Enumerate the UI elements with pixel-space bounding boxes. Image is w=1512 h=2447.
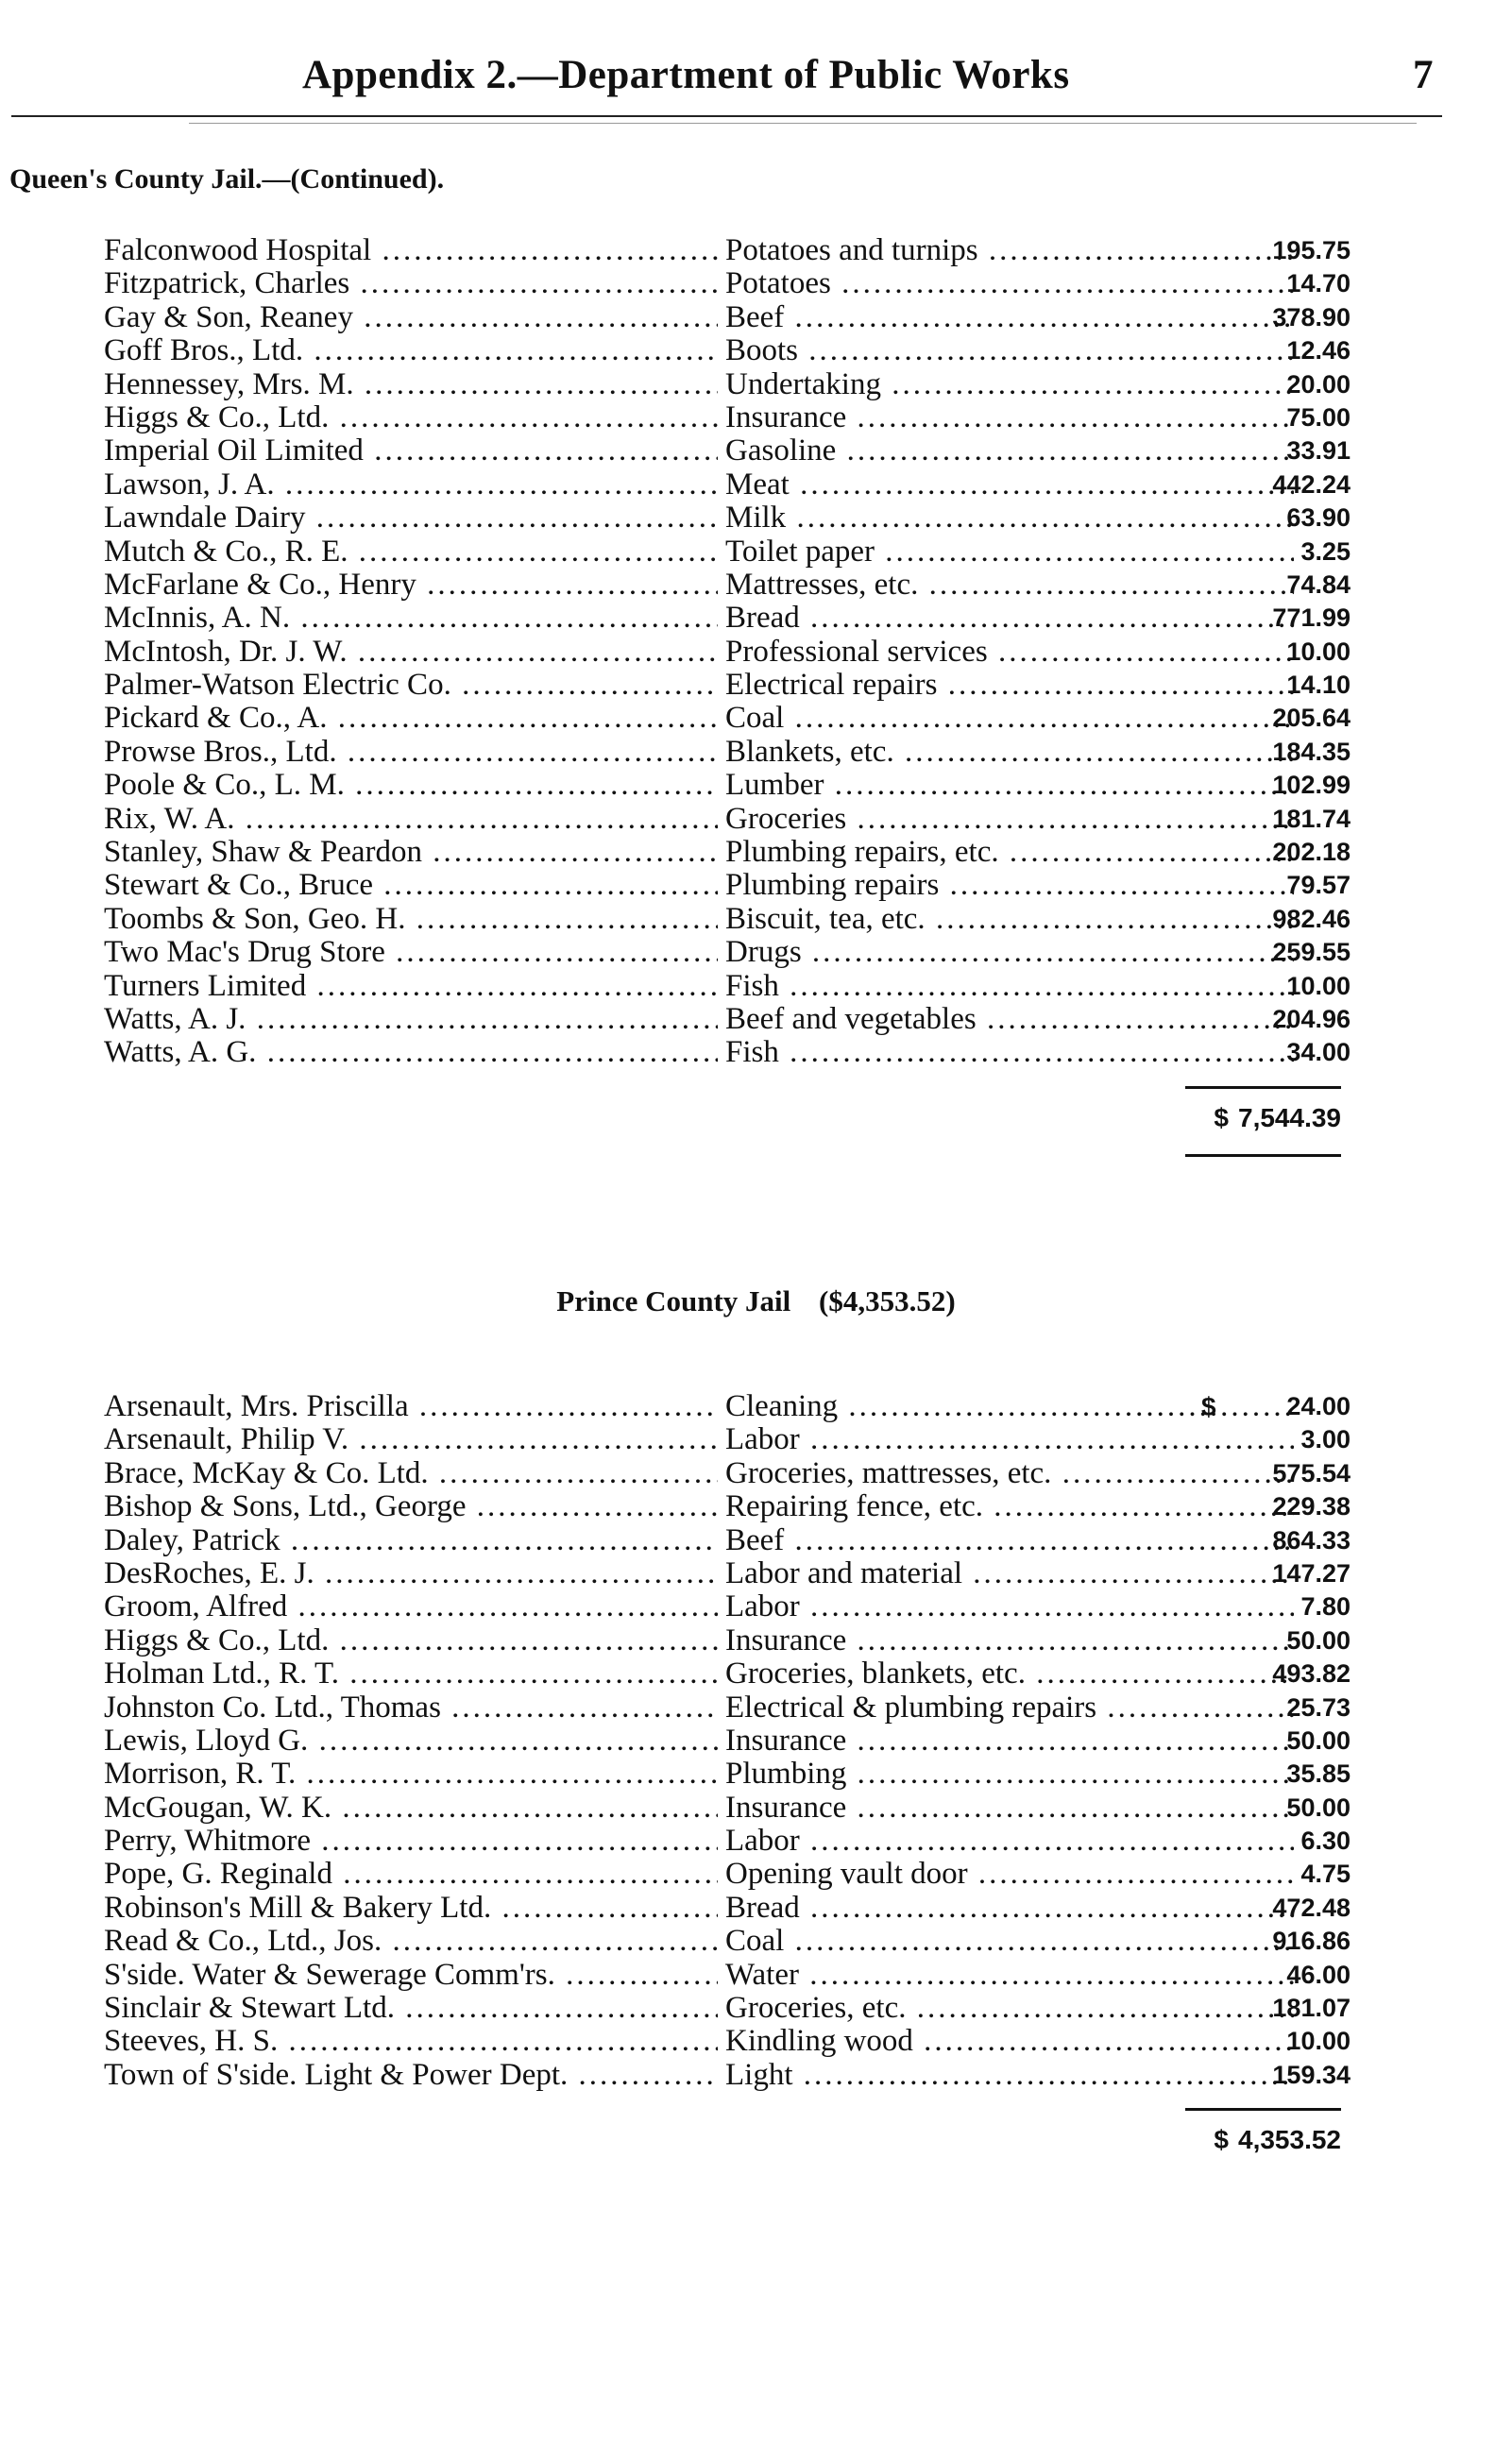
table-row [104, 1725, 1351, 1758]
table-row [104, 1524, 1351, 1557]
section-heading-prince [0, 1284, 1512, 1318]
payee-name: Robinson's Mill & Bakery Ltd. ..... [104, 1892, 718, 1925]
table-row [104, 669, 1351, 702]
expense-item: Lumber ..... [725, 769, 1294, 802]
table-row [104, 1959, 1351, 1992]
amount: 102.99 [1272, 771, 1351, 800]
ledger-queens-county [104, 234, 1351, 1070]
table-row [104, 368, 1351, 401]
expense-item: Labor ..... [725, 1423, 1294, 1456]
amount: 575.54 [1272, 1458, 1351, 1487]
payee-name: Fitzpatrick, Charles ..... [104, 267, 718, 300]
expense-item: Labor ..... [725, 1825, 1294, 1858]
payee-name: Lawson, J. A. ..... [104, 468, 718, 501]
payee-name: Prowse Bros., Ltd. ..... [104, 736, 718, 769]
amount: 204.96 [1272, 1004, 1351, 1033]
payee-name: Two Mac's Drug Store ..... [104, 936, 718, 969]
payee-name: Watts, A. J. ..... [104, 1003, 718, 1036]
payee-name: Mutch & Co., R. E. ..... [104, 535, 718, 569]
amount: 3.25 [1300, 536, 1351, 566]
table-row [104, 1825, 1351, 1858]
expense-item: Beef ..... [725, 301, 1294, 334]
expense-item: Milk ..... [725, 501, 1294, 535]
table-row [104, 803, 1351, 836]
payee-name: Rix, W. A. ..... [104, 803, 718, 836]
section-heading-prince-title: Prince County Jail [556, 1284, 791, 1317]
amount: 12.46 [1286, 336, 1351, 365]
table-row [104, 1490, 1351, 1523]
table-row [104, 1657, 1351, 1691]
payee-name: McInnis, A. N. ..... [104, 602, 718, 635]
amount: 7.80 [1300, 1592, 1351, 1622]
table-row [104, 936, 1351, 969]
payee-name: Sinclair & Stewart Ltd. ..... [104, 1992, 718, 2025]
amount: 50.00 [1286, 1725, 1351, 1755]
payee-name: Stewart & Co., Bruce ..... [104, 869, 718, 902]
total-rule-queens [1185, 1086, 1341, 1089]
page-title: Appendix 2.—Department of Public Works [302, 53, 1070, 97]
expense-item: Labor ..... [725, 1590, 1294, 1623]
payee-name: Arsenault, Philip V. ..... [104, 1423, 718, 1456]
table-row [104, 468, 1351, 501]
expense-item: Boots ..... [725, 334, 1294, 367]
expense-item: Electrical repairs ..... [725, 669, 1294, 702]
expense-item: Bread ..... [725, 1892, 1294, 1925]
table-row [104, 434, 1351, 467]
expense-item: Drugs ..... [725, 936, 1294, 969]
amount: 33.91 [1286, 436, 1351, 466]
expense-item: Groceries ..... [725, 803, 1294, 836]
payee-name: Bishop & Sons, Ltd., George ..... [104, 1490, 718, 1523]
expense-item: Mattresses, etc. ..... [725, 569, 1294, 602]
payee-name: Falconwood Hospital ..... [104, 234, 718, 267]
payee-name: Hennessey, Mrs. M. ..... [104, 368, 718, 401]
header-rule [11, 115, 1442, 117]
table-row [104, 401, 1351, 434]
expense-item: Kindling wood ..... [725, 2025, 1294, 2058]
amount: 3.00 [1300, 1425, 1351, 1454]
expense-item: Opening vault door ..... [725, 1858, 1294, 1891]
expense-item: Biscuit, tea, etc. ..... [725, 903, 1294, 936]
amount: 202.18 [1272, 838, 1351, 867]
expense-item: Insurance ..... [725, 1792, 1294, 1825]
amount: 63.90 [1286, 503, 1351, 533]
expense-item: Groceries, blankets, etc. ..... [725, 1657, 1294, 1691]
expense-item: Coal ..... [725, 702, 1294, 735]
expense-item: Light ..... [725, 2059, 1294, 2092]
table-row [104, 1691, 1351, 1725]
payee-name: Daley, Patrick ..... [104, 1524, 718, 1557]
table-row [104, 1003, 1351, 1036]
payee-name: Holman Ltd., R. T. ..... [104, 1657, 718, 1691]
payee-name: Turners Limited ..... [104, 970, 718, 1003]
payee-name: McIntosh, Dr. J. W. ..... [104, 636, 718, 669]
payee-name: Morrison, R. T. ..... [104, 1758, 718, 1791]
payee-name: Stanley, Shaw & Peardon ..... [104, 836, 718, 869]
table-row [104, 334, 1351, 367]
payee-name: Arsenault, Mrs. Priscilla ..... [104, 1390, 718, 1423]
payee-name: Poole & Co., L. M. ..... [104, 769, 718, 802]
amount: 771.99 [1272, 603, 1351, 633]
amount: 46.00 [1286, 1960, 1351, 1989]
expense-item: Water ..... [725, 1959, 1294, 1992]
amount: 205.64 [1272, 704, 1351, 733]
amount: 75.00 [1286, 402, 1351, 432]
table-row [104, 267, 1351, 300]
section-heading-prince-amount: ($4,353.52) [819, 1284, 956, 1317]
payee-name: Lawndale Dairy ..... [104, 501, 718, 535]
expense-item: Professional services ..... [725, 636, 1294, 669]
expense-item: Potatoes ..... [725, 267, 1294, 300]
amount: 10.00 [1286, 637, 1351, 666]
ledger-prince-county [104, 1390, 1351, 2092]
expense-item: Potatoes and turnips ..... [725, 234, 1294, 267]
amount: 259.55 [1272, 938, 1351, 967]
expense-item: Gasoline ..... [725, 434, 1294, 467]
page-header [0, 47, 1512, 104]
amount: 10.00 [1286, 971, 1351, 1000]
amount: 378.90 [1272, 302, 1351, 331]
total-rule-queens-bottom [1185, 1154, 1341, 1157]
payee-name: Palmer-Watson Electric Co. ..... [104, 669, 718, 702]
table-row [104, 2025, 1351, 2058]
table-row [104, 2059, 1351, 2092]
expense-item: Fish ..... [725, 970, 1294, 1003]
expense-item: Plumbing repairs, etc. ..... [725, 836, 1294, 869]
amount: 35.85 [1286, 1759, 1351, 1789]
amount: 25.73 [1286, 1692, 1351, 1722]
total-amount: 7,544.39 [1238, 1103, 1341, 1132]
payee-name: Watts, A. G. ..... [104, 1036, 718, 1069]
payee-name: Higgs & Co., Ltd. ..... [104, 401, 718, 434]
expense-item: Toilet paper ..... [725, 535, 1294, 569]
expense-item: Coal ..... [725, 1925, 1294, 1958]
page-number: 7 [1413, 53, 1434, 97]
payee-name: Steeves, H. S. ..... [104, 2025, 718, 2058]
amount: 493.82 [1272, 1659, 1351, 1689]
expense-item: Electrical & plumbing repairs ..... [725, 1691, 1294, 1725]
total-amount: 4,353.52 [1238, 2125, 1341, 2154]
payee-name: Higgs & Co., Ltd. ..... [104, 1624, 718, 1657]
total-prince [1185, 2125, 1341, 2155]
payee-name: S'side. Water & Sewerage Comm'rs. ..... [104, 1959, 718, 1992]
currency-symbol: $ [1201, 1392, 1216, 1421]
amount: 6.30 [1300, 1827, 1351, 1856]
expense-item: Undertaking ..... [725, 368, 1294, 401]
expense-item: Bread ..... [725, 602, 1294, 635]
header-rule-secondary [189, 123, 1417, 124]
expense-item: Plumbing ..... [725, 1758, 1294, 1791]
amount: 442.24 [1272, 469, 1351, 499]
payee-name: McFarlane & Co., Henry ..... [104, 569, 718, 602]
expense-item: Groceries, mattresses, etc. ..... [725, 1457, 1294, 1490]
amount: 147.27 [1272, 1558, 1351, 1588]
table-row [104, 234, 1351, 267]
table-row [104, 702, 1351, 735]
expense-item: Insurance ..... [725, 1725, 1294, 1758]
total-queens [1185, 1103, 1341, 1133]
table-row [104, 1758, 1351, 1791]
table-row [104, 569, 1351, 602]
amount: 159.34 [1272, 2060, 1351, 2089]
amount: 916.86 [1272, 1927, 1351, 1956]
table-row [104, 602, 1351, 635]
amount: 184.35 [1272, 737, 1351, 766]
table-row [104, 301, 1351, 334]
expense-item: Meat ..... [725, 468, 1294, 501]
table-row [104, 1792, 1351, 1825]
payee-name: Pope, G. Reginald ..... [104, 1858, 718, 1891]
payee-name: Imperial Oil Limited ..... [104, 434, 718, 467]
payee-name: Groom, Alfred ..... [104, 1590, 718, 1623]
table-row [104, 1390, 1351, 1423]
amount: 195.75 [1272, 236, 1351, 264]
table-row [104, 869, 1351, 902]
table-row [104, 1590, 1351, 1623]
table-row [104, 1457, 1351, 1490]
amount: 14.70 [1286, 269, 1351, 298]
expense-item: Fish ..... [725, 1036, 1294, 1069]
total-currency: $ [1214, 1103, 1229, 1132]
payee-name: McGougan, W. K. ..... [104, 1792, 718, 1825]
table-row [104, 1892, 1351, 1925]
table-row [104, 1992, 1351, 2025]
payee-name: Brace, McKay & Co. Ltd. ..... [104, 1457, 718, 1490]
amount: 34.00 [1286, 1038, 1351, 1067]
amount: 10.00 [1286, 2027, 1351, 2056]
table-row [104, 1423, 1351, 1456]
expense-item: Beef and vegetables ..... [725, 1003, 1294, 1036]
expense-item: Repairing fence, etc. ..... [725, 1490, 1294, 1523]
table-row [104, 1557, 1351, 1590]
amount: 864.33 [1272, 1525, 1351, 1555]
amount: 24.00 [1286, 1392, 1351, 1420]
amount: 181.07 [1272, 1994, 1351, 2023]
payee-name: Johnston Co. Ltd., Thomas ..... [104, 1691, 718, 1725]
payee-name: Gay & Son, Reaney ..... [104, 301, 718, 334]
table-row [104, 736, 1351, 769]
payee-name: Toombs & Son, Geo. H. ..... [104, 903, 718, 936]
expense-item: Insurance ..... [725, 401, 1294, 434]
expense-item: Blankets, etc. ..... [725, 736, 1294, 769]
amount: 14.10 [1286, 671, 1351, 700]
amount: 472.48 [1272, 1893, 1351, 1922]
payee-name: DesRoches, E. J. ..... [104, 1557, 718, 1590]
amount: 20.00 [1286, 369, 1351, 399]
table-row [104, 501, 1351, 535]
payee-name: Town of S'side. Light & Power Dept. ..... [104, 2059, 718, 2092]
payee-name: Lewis, Lloyd G. ..... [104, 1725, 718, 1758]
expense-item: Plumbing repairs ..... [725, 869, 1294, 902]
expense-item: Insurance ..... [725, 1624, 1294, 1657]
amount: 181.74 [1272, 804, 1351, 833]
payee-name: Perry, Whitmore ..... [104, 1825, 718, 1858]
table-row [104, 903, 1351, 936]
table-row [104, 1036, 1351, 1069]
table-row [104, 836, 1351, 869]
table-row [104, 535, 1351, 569]
amount: 79.57 [1286, 871, 1351, 900]
total-rule-prince [1185, 2108, 1341, 2111]
section-heading-queens: Queen's County Jail.—(Continued). [9, 163, 445, 195]
table-row [104, 636, 1351, 669]
amount: 229.38 [1272, 1492, 1351, 1521]
amount: 50.00 [1286, 1625, 1351, 1655]
expense-item: Labor and material ..... [725, 1557, 1294, 1590]
amount: 4.75 [1300, 1860, 1351, 1889]
amount: 982.46 [1272, 904, 1351, 933]
expense-item: Beef ..... [725, 1524, 1294, 1557]
total-currency: $ [1214, 2125, 1229, 2154]
payee-name: Read & Co., Ltd., Jos. ..... [104, 1925, 718, 1958]
table-row [104, 1858, 1351, 1891]
table-row [104, 769, 1351, 802]
expense-item: Groceries, etc. ..... [725, 1992, 1294, 2025]
payee-name: Goff Bros., Ltd. ..... [104, 334, 718, 367]
amount: 50.00 [1286, 1793, 1351, 1822]
payee-name: Pickard & Co., A. ..... [104, 702, 718, 735]
table-row [104, 1925, 1351, 1958]
expense-item: Cleaning ..... [725, 1390, 1294, 1423]
table-row [104, 1624, 1351, 1657]
table-row [104, 970, 1351, 1003]
amount: 74.84 [1286, 569, 1351, 599]
